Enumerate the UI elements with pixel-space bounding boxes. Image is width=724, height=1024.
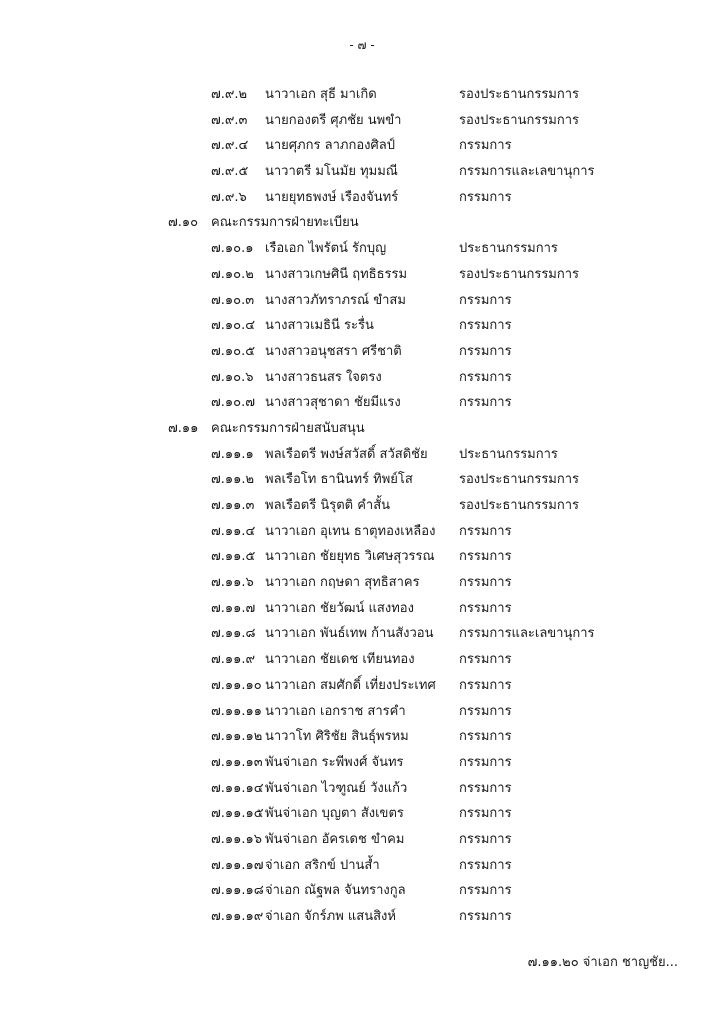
member-role: รองประธานกรรมการ [459,472,580,488]
member-name: นางสาวเมธินี ระรื่น [265,318,374,334]
member-name: นาวาเอก กฤษดา สุทธิสาคร [265,575,420,591]
member-name: เรือเอก ไพรัตน์ รักบุญ [265,241,387,257]
item-number: ๗.๑๑.๑๖ [211,831,263,847]
member-row [0,185,724,211]
member-row [0,442,724,468]
item-number: ๗.๑๐.๑ [211,241,254,257]
member-role: กรรมการ [459,652,512,668]
section-title: คณะกรรมการฝ่ายสนับสนุน [211,420,365,436]
member-name: จ่าเอก ณัฐพล จันทรางกูล [265,883,406,899]
member-row [0,673,724,699]
member-role: กรรมการ [459,703,512,719]
item-number: ๗.๙.๔ [211,138,249,154]
member-role: กรรมการ [459,857,512,873]
item-number: ๗.๑๑.๖ [211,575,254,591]
item-number: ๗.๑๐.๒ [211,266,254,282]
member-role: ประธานกรรมการ [459,241,558,257]
member-role: กรรมการ [459,395,512,411]
member-role: กรรมการและเลขานุการ [459,164,595,180]
item-number: ๗.๑๑.๑๒ [211,729,263,745]
member-name: นาวาเอก พันธ์เทพ ก้านสังวอน [265,626,434,642]
member-row [0,365,724,391]
member-name: นาวาเอก ชัยวัฒน์ แสงทอง [265,600,414,616]
member-row [0,313,724,339]
item-number: ๗.๑๐.๕ [211,343,256,359]
member-name: นายศุภกร ลาภกองศิลป์ [265,138,395,154]
member-name: พลเรือตรี พงษ์สวัสดิ์ สวัสดิชัย [265,446,428,462]
member-name: พันจ่าเอก บุญตา สังเขตร [265,806,404,822]
member-row [0,801,724,827]
item-number: ๗.๙.๕ [211,164,249,180]
member-row [0,133,724,159]
member-role: กรรมการ [459,806,512,822]
member-role: กรรมการ [459,369,512,385]
member-row [0,904,724,930]
item-number: ๗.๑๐.๖ [211,369,254,385]
item-number: ๗.๑๑.๑๕ [211,806,264,822]
member-role: กรรมการ [459,831,512,847]
member-name: นาวาตรี มโนมัย ทุมมณี [265,164,398,180]
member-role: กรรมการและเลขานุการ [459,626,595,642]
member-name: นาวาเอก สุธี มาเกิด [265,87,377,102]
member-row [0,647,724,673]
member-role: กรรมการ [459,343,512,359]
continuation-footer: ๗.๑๑.๒๐ จ่าเอก ชาญชัย... [527,955,678,970]
member-name: จ่าเอก สริกข์ ปานส้ำ [265,857,380,873]
member-row [0,519,724,545]
member-row [0,467,724,493]
item-number: ๗.๑๑.๑๗ [211,857,264,873]
section-heading [0,416,724,442]
item-number: ๗.๑๐.๓ [211,292,255,308]
section-title: คณะกรรมการฝ่ายทะเบียน [211,215,359,231]
member-name: นาวาเอก อุเทน ธาตุทองเหลือง [265,523,436,539]
member-role: กรรมการ [459,189,512,205]
member-row [0,827,724,853]
member-name: นางสาวภัทราภรณ์ ขำสม [265,292,406,308]
item-number: ๗.๑๑.๑๐ [211,677,262,693]
member-row [0,236,724,262]
member-name: พลเรือโท ธานินทร์ ทิพย์โส [265,472,413,488]
item-number: ๗.๑๑.๑๓ [211,754,263,770]
member-role: ประธานกรรมการ [459,446,558,462]
member-role: กรรมการ [459,549,512,565]
member-role: กรรมการ [459,729,512,745]
member-row [0,621,724,647]
member-name: นายกองตรี ศุภชัย นพขำ [265,112,402,128]
item-number: ๗.๑๑.๘ [211,626,256,642]
member-row [0,262,724,288]
committee-list [0,82,724,930]
item-number: ๗.๑๑.๓ [211,498,255,513]
section-heading [0,210,724,236]
section-number: ๗.๑๐ [168,215,199,231]
member-name: นางสาวอนุชสรา ศรีชาติ [265,343,402,359]
member-row [0,750,724,776]
member-name: พันจ่าเอก ระพีพงศ์ จันทร [265,754,404,770]
item-number: ๗.๙.๓ [211,112,248,128]
member-name: นาวาเอก สมศักดิ์ เที่ยงประเทศ [265,677,436,693]
item-number: ๗.๑๑.๑ [211,446,254,462]
member-name: พันจ่าเอก อัครเดช ขำคม [265,831,405,847]
member-row [0,699,724,725]
member-name: นาวาเอก เอกราช สารคำ [265,703,406,719]
item-number: ๗.๑๑.๒ [211,472,255,488]
item-number: ๗.๑๑.๑๙ [211,909,264,924]
item-number: ๗.๑๑.๔ [211,523,256,539]
member-role: กรรมการ [459,677,512,693]
member-role: กรรมการ [459,909,512,924]
member-name: นาวาเอก ชัยเดช เทียนทอง [265,652,415,668]
member-name: นางสาวธนสร ใจตรง [265,369,382,385]
item-number: ๗.๑๑.๑๘ [211,883,264,899]
member-role: กรรมการ [459,754,512,770]
member-role: กรรมการ [459,138,512,154]
member-name: นางสาวเกษศินี ฤทธิธรรม [265,266,408,282]
item-number: ๗.๑๑.๑๑ [211,703,263,719]
member-role: กรรมการ [459,780,512,796]
member-role: กรรมการ [459,523,512,539]
member-role: กรรมการ [459,600,512,616]
member-row [0,159,724,185]
member-row [0,878,724,904]
member-name: นางสาวสุชาดา ชัยมีแรง [265,395,401,411]
member-name: นายยุทธพงษ์ เรืองจันทร์ [265,189,399,205]
member-role: รองประธานกรรมการ [459,498,580,513]
member-row [0,596,724,622]
member-role: กรรมการ [459,292,512,308]
member-name: นาวาเอก ชัยยุทธ วิเศษสุวรรณ [265,549,435,565]
item-number: ๗.๑๐.๗ [211,395,256,411]
member-role: กรรมการ [459,318,512,334]
item-number: ๗.๑๐.๔ [211,318,256,334]
member-name: นาวาโท ศิริชัย สินธุ์พรหม [265,729,409,745]
section-number: ๗.๑๑ [168,420,199,436]
member-row [0,390,724,416]
member-row [0,108,724,134]
member-row [0,724,724,750]
member-role: กรรมการ [459,575,512,591]
page-number: - ๗ - [349,38,375,52]
member-row [0,853,724,879]
member-row [0,776,724,802]
member-role: รองประธานกรรมการ [459,266,580,282]
item-number: ๗.๙.๖ [211,189,247,205]
member-role: กรรมการ [459,883,512,899]
item-number: ๗.๑๑.๙ [211,652,256,668]
item-number: ๗.๑๑.๑๔ [211,780,264,796]
member-row [0,570,724,596]
member-role: รองประธานกรรมการ [459,87,580,102]
member-name: จ่าเอก จักร์ภพ แสนสิงห์ [265,909,396,924]
member-name: พลเรือตรี นิรุตติ คำสั้น [265,498,391,513]
member-role: รองประธานกรรมการ [459,112,580,128]
item-number: ๗.๙.๒ [211,87,248,102]
member-row [0,493,724,519]
item-number: ๗.๑๑.๕ [211,549,256,565]
member-row [0,544,724,570]
member-name: พันจ่าเอก ไวฑูณย์ วังแก้ว [265,780,408,796]
member-row [0,339,724,365]
member-row [0,82,724,108]
member-row [0,288,724,314]
item-number: ๗.๑๑.๗ [211,600,256,616]
